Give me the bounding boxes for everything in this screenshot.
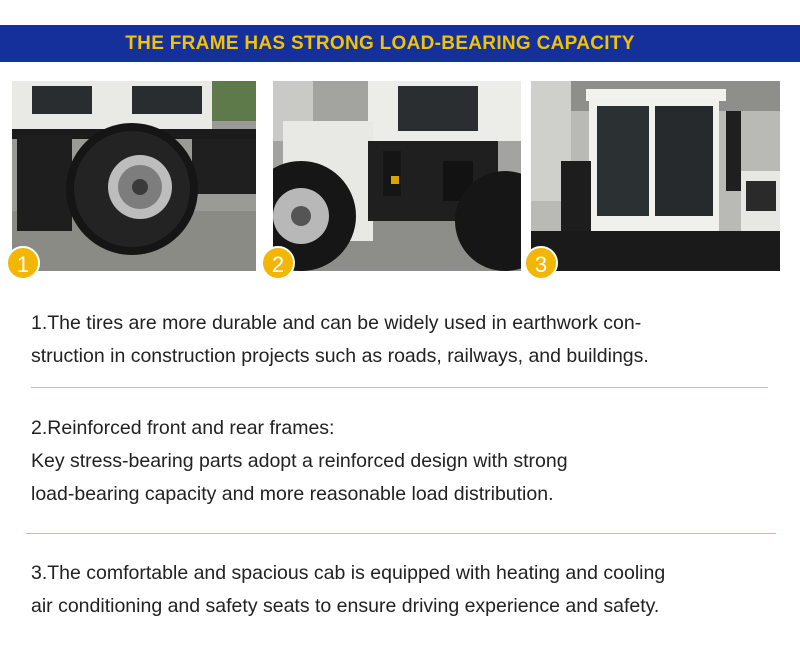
divider-1 bbox=[31, 387, 768, 388]
step-badge-1: 1 bbox=[6, 246, 40, 280]
frame-photo bbox=[273, 81, 521, 271]
feature-2-text bbox=[31, 412, 783, 511]
feature-2-line-3: load-bearing capacity and more reasonable load distribution. bbox=[31, 483, 554, 505]
feature-3-line-2: air conditioning and safety seats to ensure driving experience and safety. bbox=[31, 595, 660, 617]
feature-1-line-2: struction in construction projects such as roads, railways, and buildings. bbox=[31, 345, 649, 367]
divider-2 bbox=[26, 533, 776, 534]
feature-2-line-2: Key stress-bearing parts adopt a reinforced design with strong bbox=[31, 450, 568, 472]
feature-1-text bbox=[31, 307, 783, 373]
step-badge-3: 3 bbox=[524, 246, 558, 280]
cab-photo bbox=[531, 81, 780, 271]
step-badge-2: 2 bbox=[261, 246, 295, 280]
feature-3-text bbox=[31, 557, 783, 623]
feature-2-line-1: 2.Reinforced front and rear frames: bbox=[31, 417, 335, 439]
header-banner bbox=[0, 25, 800, 62]
tire-photo bbox=[12, 81, 256, 271]
page-title: THE FRAME HAS STRONG LOAD-BEARING CAPACITY bbox=[125, 33, 635, 54]
feature-1-line-1: 1.The tires are more durable and can be widely used in earthwork con- bbox=[31, 312, 642, 334]
feature-3-line-1: 3.The comfortable and spacious cab is equipped with heating and cooling bbox=[31, 562, 666, 584]
